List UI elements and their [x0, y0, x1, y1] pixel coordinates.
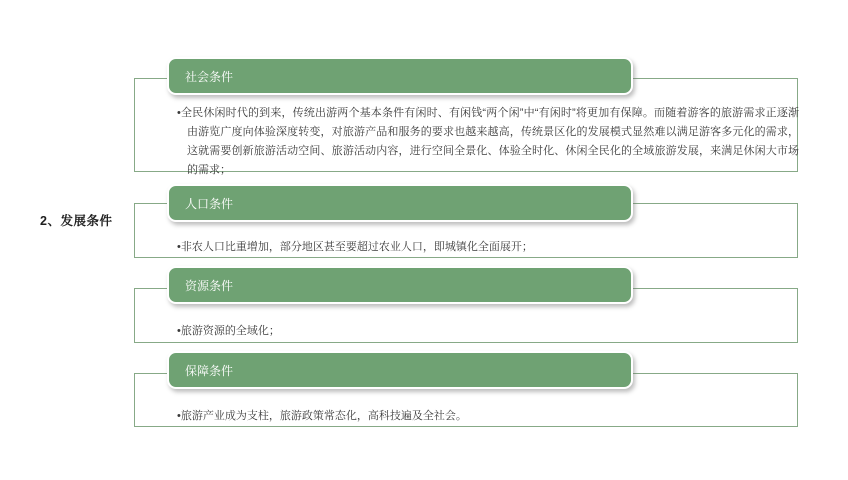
section-label: 2、发展条件: [40, 214, 113, 228]
branch-title: 人口条件: [185, 196, 234, 211]
bullet-item: • 旅游资源的全域化；: [177, 322, 799, 341]
branch-bullets: [177, 104, 799, 180]
branch-header[interactable]: [167, 266, 633, 304]
branch-bullets: [177, 407, 799, 426]
branch-bullets: [177, 322, 799, 341]
bullet-item: • 全民休闲时代的到来，传统出游两个基本条件有闲时、有闲钱“两个闲”中“有闲时”将更加有保障。而随着游客的旅游需求正逐渐由游览广度向体验深度转变，对旅游产品和服务的要求也越来越高，传统景区化的发展模式显然难以满足游客多元化的需求，这就需要创新旅游活动空间、旅游活动内容，进行空间全景化、体验全时化、休闲全民化的全域旅游发展，来满足休闲大市场的需求；: [177, 104, 799, 180]
branch-bullets: [177, 238, 799, 257]
branch-title: 保障条件: [185, 363, 234, 378]
branch-title: 资源条件: [185, 278, 234, 293]
bullet-item: • 旅游产业成为支柱，旅游政策常态化，高科技遍及全社会。: [177, 407, 799, 426]
branch-header[interactable]: [167, 184, 633, 222]
bullet-item: • 非农人口比重增加，部分地区甚至要超过农业人口，即城镇化全面展开；: [177, 238, 799, 257]
branch-header[interactable]: [167, 351, 633, 389]
branch-title: 社会条件: [185, 69, 234, 84]
branch-header[interactable]: [167, 57, 633, 95]
